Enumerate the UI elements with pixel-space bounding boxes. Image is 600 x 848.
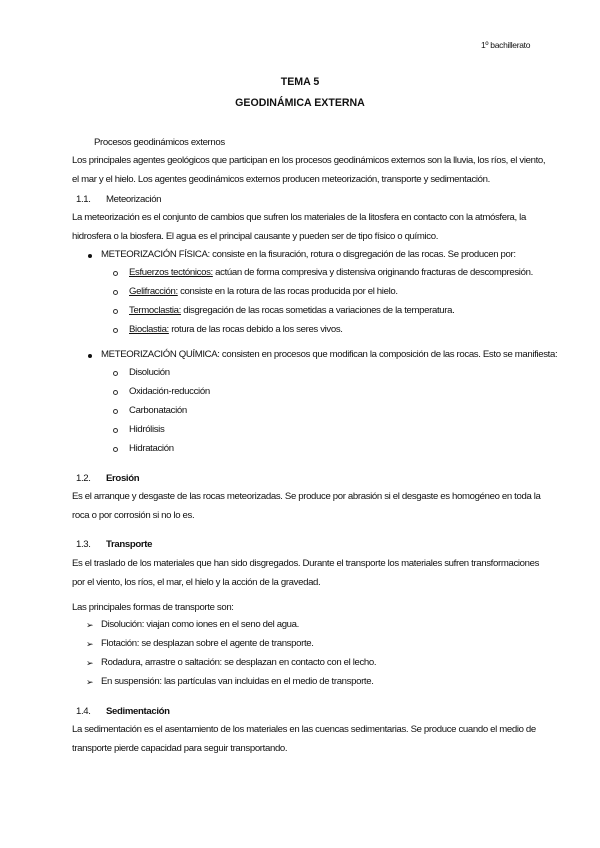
list-item: Disolución: viajan como iones en el seno del agua. (101, 619, 299, 630)
paragraph-line: Los principales agentes geológicos que participan en los procesos geodinámicos externos son la lluvia, los ríos, el viento, (72, 155, 546, 166)
list-item: Gelifracción: consiste en la rotura de las rocas producida por el hielo. (129, 286, 398, 297)
section-number: 1.4. (76, 706, 91, 717)
meteorizacion-quimica: METEORIZACIÓN QUÍMICA: consisten en procesos que modifican la composición de las rocas. Esto se manifiesta: (101, 349, 558, 360)
bullet-dot (88, 354, 92, 358)
arrow-bullet-icon: ➢ (86, 639, 94, 649)
paragraph-line: transporte pierde capacidad para seguir transportando. (72, 743, 288, 754)
paragraph-line: Las principales formas de transporte son: (72, 602, 234, 613)
paragraph-line: Es el arranque y desgaste de las rocas meteorizadas. Se produce por abrasión si el desgaste es homogéneo en toda la (72, 491, 541, 502)
section-title: Sedimentación (106, 706, 170, 717)
list-item: Oxidación-reducción (129, 386, 210, 397)
section-title: Erosión (106, 473, 140, 484)
arrow-bullet-icon: ➢ (86, 658, 94, 668)
list-item: Carbonatación (129, 405, 187, 416)
section-title: Transporte (106, 539, 153, 550)
sub-bullet (113, 428, 118, 433)
sub-bullet (113, 409, 118, 414)
list-item: Bioclastia: rotura de las rocas debido a los seres vivos. (129, 324, 343, 335)
paragraph-line: hidrosfera o la biosfera. El agua es el principal causante y pueden ser de tipo físico o químico. (72, 231, 439, 242)
intro-heading: Procesos geodinámicos externos (94, 137, 225, 148)
sub-bullet (113, 271, 118, 276)
header-course: 1º bachillerato (481, 40, 531, 50)
arrow-bullet-icon: ➢ (86, 620, 94, 630)
list-item: Flotación: se desplazan sobre el agente de transporte. (101, 638, 314, 649)
paragraph-line: por el viento, los ríos, el mar, el hielo y la acción de la gravedad. (72, 577, 321, 588)
section-title: Meteorización (106, 194, 162, 205)
list-item: En suspensión: las partículas van incluidas en el medio de transporte. (101, 676, 374, 687)
section-number: 1.1. (76, 194, 91, 205)
sub-bullet (113, 309, 118, 314)
page-subtitle: GEODINÁMICA EXTERNA (235, 97, 365, 109)
sub-bullet (113, 447, 118, 452)
sub-bullet (113, 390, 118, 395)
sub-bullet (113, 328, 118, 333)
section-number: 1.2. (76, 473, 91, 484)
paragraph-line: La sedimentación es el asentamiento de los materiales en las cuencas sedimentarias. Se produce cuando el medio de (72, 724, 536, 735)
list-item: Esfuerzos tectónicos: actúan de forma compresiva y distensiva originando fracturas de descompresión. (129, 267, 533, 278)
paragraph-line: el mar y el hielo. Los agentes geodinámicos externos producen meteorización, transporte y sedimentación. (72, 174, 490, 185)
bullet-dot (88, 254, 92, 258)
list-item: Rodadura, arrastre o saltación: se desplazan en contacto con el lecho. (101, 657, 377, 668)
list-item: Termoclastia: disgregación de las rocas sometidas a variaciones de la temperatura. (129, 305, 455, 316)
sub-bullet (113, 371, 118, 376)
arrow-bullet-icon: ➢ (86, 677, 94, 687)
section-number: 1.3. (76, 539, 91, 550)
list-item: Hidrólisis (129, 424, 165, 435)
list-item: Hidratación (129, 443, 174, 454)
paragraph-line: La meteorización es el conjunto de cambios que sufren los materiales de la litosfera en contacto con la atmósfera, la (72, 212, 526, 223)
sub-bullet (113, 290, 118, 295)
page-title: TEMA 5 (280, 76, 320, 88)
meteorizacion-fisica: METEORIZACIÓN FÍSICA: consiste en la fisuración, rotura o disgregación de las rocas. Se producen por: (101, 249, 516, 260)
paragraph-line: Es el traslado de los materiales que han sido disgregados. Durante el transporte los materiales sufren transformaciones (72, 558, 540, 569)
paragraph-line: roca o por corrosión si no lo es. (72, 510, 195, 521)
list-item: Disolución (129, 367, 170, 378)
